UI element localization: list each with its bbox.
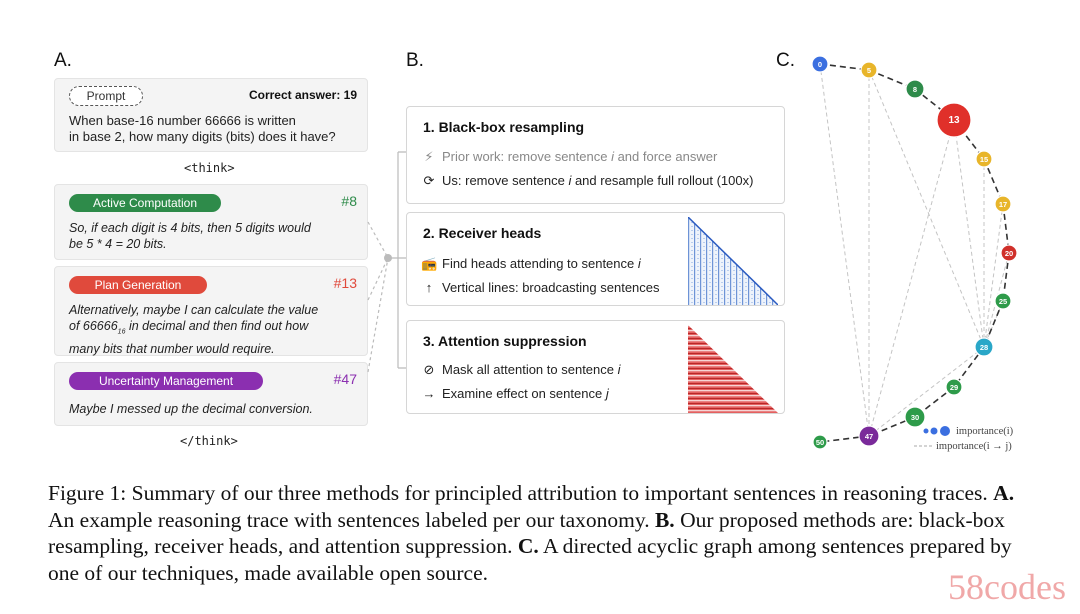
prompt-text: When base-16 number 66666 is written in base 2, how many digits (bits) does it have? bbox=[69, 113, 336, 144]
think-close-tag: </think> bbox=[180, 434, 238, 448]
watermark: 58codes bbox=[948, 567, 1066, 607]
graph-node-label: 30 bbox=[910, 413, 920, 422]
sentence-text: So, if each digit is 4 bits, then 5 digits would be 5 * 4 = 20 bits. bbox=[69, 221, 311, 251]
graph-node-label: 13 bbox=[948, 115, 960, 126]
method-line: ⊘ Mask all attention to sentence i bbox=[421, 362, 621, 378]
panel-b-label: B. bbox=[406, 50, 424, 71]
graph-node-label: 17 bbox=[998, 200, 1008, 209]
graph-node-label: 8 bbox=[912, 85, 918, 94]
bolt-icon: ⚡ bbox=[424, 149, 434, 164]
tag-plan-generation: Plan Generation bbox=[69, 276, 207, 294]
graph-edge bbox=[869, 347, 984, 436]
refresh-icon: ⟳ bbox=[423, 173, 435, 188]
eye-off-icon: ⊘ bbox=[423, 362, 435, 377]
radio-icon: 📻 bbox=[421, 256, 438, 271]
sentence-number: #47 bbox=[333, 371, 357, 387]
method-line: ⚡ Prior work: remove sentence i and force answer bbox=[421, 149, 717, 165]
think-open-tag: <think> bbox=[184, 161, 235, 175]
graph-legend bbox=[914, 426, 1014, 452]
sentence-number: #13 bbox=[333, 275, 357, 291]
arrow-right-icon: → bbox=[422, 386, 436, 401]
graph-node-label: 15 bbox=[979, 155, 989, 164]
graph-node-label: 25 bbox=[998, 297, 1008, 306]
legend-edge: importance(i → j) bbox=[936, 441, 1012, 452]
method-line: 📻 Find heads attending to sentence i bbox=[421, 256, 641, 271]
panel-c-label: C. bbox=[776, 50, 795, 71]
sentence-text: Maybe I messed up the decimal conversion. bbox=[69, 402, 313, 416]
panel-a-label: A. bbox=[54, 50, 72, 71]
method-line: ↑ Vertical lines: broadcasting sentences bbox=[421, 280, 660, 295]
method-title: 3. Attention suppression bbox=[423, 333, 587, 349]
prompt-pill: Prompt bbox=[69, 86, 143, 106]
arrow-up-icon: ↑ bbox=[425, 280, 433, 295]
graph-node-label: 29 bbox=[949, 383, 959, 392]
graph-edge bbox=[869, 120, 954, 436]
graph-node-label: 28 bbox=[979, 343, 989, 352]
graph-node-label: 47 bbox=[864, 432, 874, 441]
legend-importance: importance(i) bbox=[956, 426, 1014, 437]
method-line: → Examine effect on sentence j bbox=[422, 386, 609, 401]
graph-node-label: 0 bbox=[817, 60, 823, 69]
tag-uncertainty-management: Uncertainty Management bbox=[69, 372, 263, 390]
graph-node-label: 5 bbox=[866, 66, 872, 75]
graph-nodes bbox=[812, 56, 1017, 449]
sentence-number: #8 bbox=[341, 193, 357, 209]
graph-edges bbox=[820, 64, 1009, 442]
legend-dot-medium bbox=[931, 428, 938, 435]
correct-answer: Correct answer: 19 bbox=[248, 88, 357, 102]
tag-active-computation: Active Computation bbox=[69, 194, 221, 212]
method-line: ⟳ Us: remove sentence i and resample full rollout (100x) bbox=[421, 173, 753, 189]
sentence-text: Alternatively, maybe I can calculate the value of $66666_{16}$ in decimal and then find out how many bits that number would require. bbox=[69, 303, 319, 356]
graph-node-label: 50 bbox=[815, 438, 825, 447]
figure-caption: Figure 1: Summary of our three methods for principled attribution to important sentences in reasoning traces. A. An example reasoning trace with sentences labeled per our taxonomy. B. Our proposed methods are: black-box resampling, receiver heads, and attention suppression. C. A directed acyclic graph among sentences prepared by one of our techniques, made available open source. bbox=[48, 481, 1015, 585]
method-title: 1. Black-box resampling bbox=[423, 119, 585, 135]
method-title: 2. Receiver heads bbox=[423, 225, 542, 241]
legend-dot-small bbox=[924, 429, 929, 434]
graph-edge bbox=[820, 64, 872, 436]
legend-dot-large bbox=[940, 426, 950, 436]
graph-edge bbox=[984, 204, 1003, 347]
graph-node-label: 20 bbox=[1004, 249, 1014, 258]
